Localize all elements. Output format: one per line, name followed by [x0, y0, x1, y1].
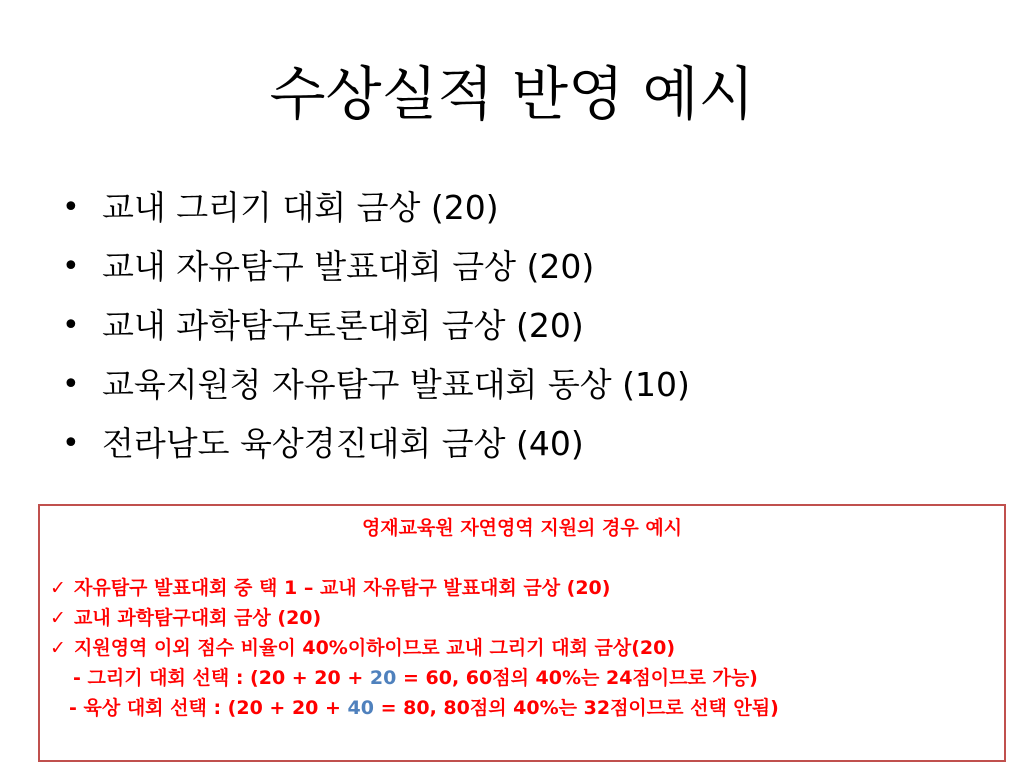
check-item — [40, 633, 1004, 663]
bullet-text: 교내 그리기 대회 금상 (20) — [102, 188, 499, 227]
bullet-list — [62, 178, 690, 473]
bullet-item — [62, 296, 690, 355]
bullet-text: 전라남도 육상경진대회 금상 (40) — [102, 424, 584, 463]
check-text: 자유탐구 발표대회 중 택 1 – 교내 자유탐구 발표대회 금상 (20) — [74, 577, 611, 599]
bullet-text: 교내 과학탐구토론대회 금상 (20) — [102, 306, 584, 345]
check-text: 지원영역 이외 점수 비율이 40%이하이므로 교내 그리기 대회 금상(20) — [74, 637, 676, 659]
calc-line-track — [40, 693, 1004, 723]
check-item — [40, 603, 1004, 633]
bullet-dot-icon: • — [62, 367, 80, 402]
check-icon: ✓ — [50, 607, 66, 629]
bullet-dot-icon: • — [62, 426, 80, 461]
calc-line-drawing — [40, 663, 1004, 693]
bullet-dot-icon: • — [62, 308, 80, 343]
example-box — [38, 504, 1006, 762]
calc-text: = 60, 60점의 40%는 24점이므로 가능) — [396, 667, 758, 689]
calc-highlight: 20 — [369, 667, 397, 689]
calc-text: = 80, 80점의 40%는 32점이므로 선택 안됨) — [374, 697, 779, 719]
check-icon: ✓ — [50, 577, 66, 599]
check-text: 교내 과학탐구대회 금상 (20) — [74, 607, 322, 629]
bullet-text: 교육지원청 자유탐구 발표대회 동상 (10) — [102, 365, 690, 404]
bullet-dot-icon: • — [62, 190, 80, 225]
blank-line — [40, 543, 1004, 573]
bullet-item — [62, 414, 690, 473]
bullet-item — [62, 178, 690, 237]
bullet-text: 교내 자유탐구 발표대회 금상 (20) — [102, 247, 595, 286]
check-icon: ✓ — [50, 637, 66, 659]
example-box-title: 영재교육원 자연영역 지원의 경우 예시 — [361, 517, 683, 539]
bullet-dot-icon: • — [62, 249, 80, 284]
bullet-item — [62, 237, 690, 296]
calc-text: - 육상 대회 선택 : (20 + 20 + — [69, 697, 348, 719]
calc-text: - 그리기 대회 선택 : (20 + 20 + — [73, 667, 370, 689]
check-item — [40, 573, 1004, 603]
bullet-item — [62, 355, 690, 414]
calc-highlight: 40 — [347, 697, 374, 719]
slide-title: 수상실적 반영 예시 — [269, 60, 755, 128]
